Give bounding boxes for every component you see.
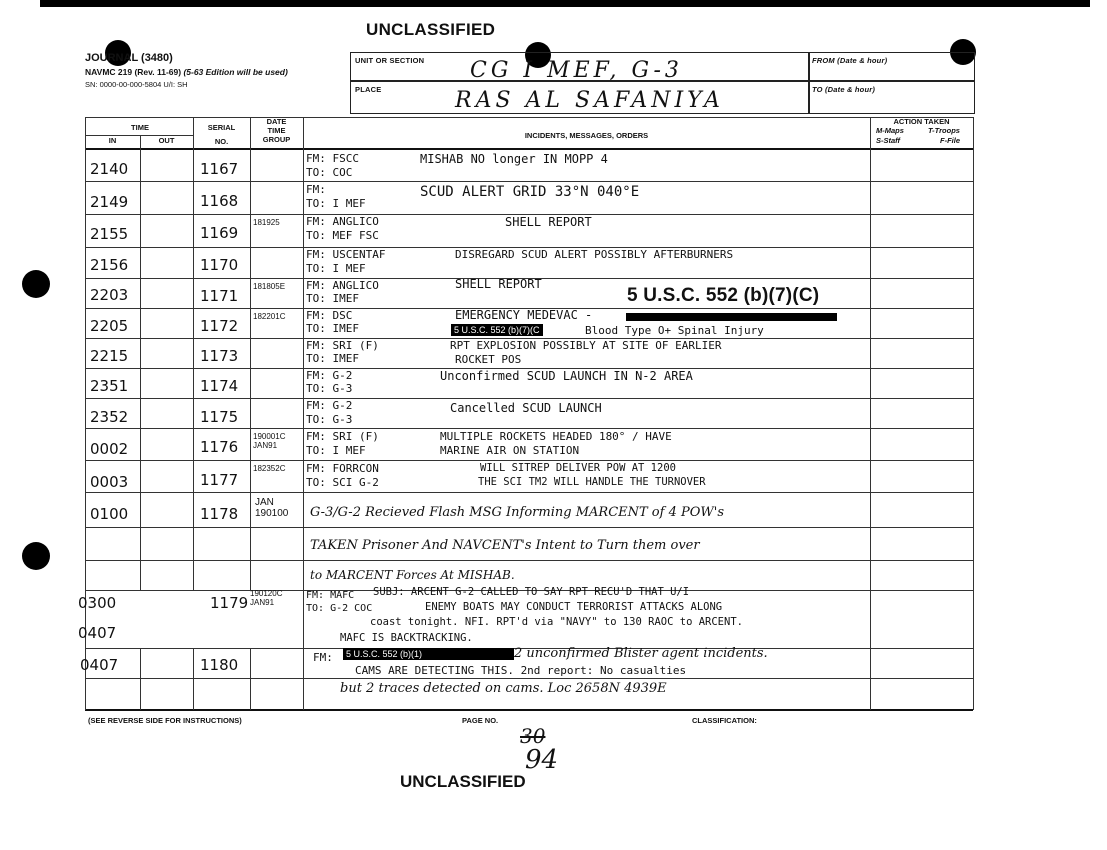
table-bottom-rule [85, 709, 973, 711]
entry-time: 0003 [90, 473, 129, 491]
entry-time: 2156 [90, 256, 129, 274]
col-rule [193, 117, 194, 591]
form-navmc: NAVMC 219 (Rev. 11-69) [85, 67, 182, 77]
entry-serial: 1168 [200, 192, 239, 210]
entry-time: 0002 [90, 440, 129, 458]
entry-time: 2140 [90, 160, 129, 178]
col-header-action-maps: M-Maps [876, 126, 904, 135]
entry-from: FM: SRI (F) [306, 339, 379, 352]
footer-page-value-2: 94 [525, 745, 559, 775]
entry-message: SHELL REPORT [455, 277, 542, 291]
entry-message-2: MARINE AIR ON STATION [440, 444, 580, 457]
entry-line-1: 2 unconfirmed Blister agent incidents. [514, 646, 768, 661]
entry-dtg: 190001C JAN91 [253, 432, 286, 450]
entry-line-1: G-3/G-2 Recieved Flash MSG Informing MARCENT of 4 POW's [310, 505, 724, 520]
entry-time: 0100 [90, 505, 129, 523]
entry-line-2: CAMS ARE DETECTING THIS. 2nd report: No casualties [355, 664, 687, 677]
entry-line-4: MAFC IS BACKTRACKING. [340, 632, 473, 644]
col-rule [303, 117, 304, 710]
row-rule [85, 398, 973, 399]
entry-serial: 1170 [200, 256, 239, 274]
unit-label: UNIT OR SECTION [355, 56, 425, 65]
row-rule [85, 527, 973, 528]
col-header-dtg-2: TIME [267, 126, 286, 135]
entry-time: 0300 [78, 594, 117, 612]
footer-page-value: 30 [520, 724, 546, 748]
entry-to: TO: SCI G-2 [306, 476, 379, 489]
entry-to: TO: G-2 COC [306, 603, 373, 614]
entry-to: TO: IMEF [306, 292, 359, 305]
col-header-serial: SERIAL [207, 123, 236, 132]
entry-dtg: 181925 [253, 218, 280, 227]
col-rule [140, 135, 141, 591]
entry-from: FM: FORRCON [306, 462, 379, 475]
col-rule [140, 648, 141, 710]
col-header-dtg-1: DATE [266, 117, 287, 126]
entry-dtg: 182201C [253, 312, 286, 321]
entry-time: 2352 [90, 408, 129, 426]
entry-to: TO: G-3 [306, 413, 353, 426]
entry-line-3: coast tonight. NFI. RPT'd via "NAVY" to 130 RAOC to ARCENT. [370, 616, 743, 628]
entry-time: 2203 [90, 286, 129, 304]
col-header-action-troops: T-Troops [928, 126, 960, 135]
redaction-bar: 5 U.S.C. 552 (b)(1) [343, 648, 514, 660]
entry-message: MISHAB NO longer IN MOPP 4 [420, 152, 608, 166]
classification-top: UNCLASSIFIED [366, 20, 496, 39]
col-header-action: ACTION TAKEN [893, 117, 950, 126]
footer-classification-label: CLASSIFICATION: [692, 716, 757, 725]
unit-value: CG I MEF, G-3 [470, 58, 683, 83]
row-rule [85, 460, 973, 461]
entry-from: FM: G-2 [306, 399, 353, 412]
entry-serial: 1167 [200, 160, 239, 178]
form-title: JOURNAL (3480) [85, 52, 173, 64]
entry-to: TO: I MEF [306, 197, 366, 210]
place-value: RAS AL SAFANIYA [455, 88, 724, 113]
entry-from: FM: USCENTAF [306, 248, 386, 261]
entry-line-3: but 2 traces detected on cams. Loc 2658N 4939E [340, 681, 667, 696]
entry-from: FM: [313, 651, 333, 664]
redaction-bar [626, 313, 837, 321]
entry-serial: 1178 [200, 505, 239, 523]
header-bottom-rule [85, 148, 973, 150]
row-rule [85, 560, 973, 561]
col-header-serial-no: NO. [214, 137, 229, 146]
entry-to: TO: IMEF [306, 322, 359, 335]
entry-from: FM: G-2 [306, 369, 353, 382]
entry-time: 0407 [80, 656, 119, 674]
form-edition: (5-63 Edition will be used) [183, 67, 288, 77]
entry-line-2: TAKEN Prisoner And NAVCENT's Intent to Turn them over [310, 538, 700, 553]
entry-serial: 1180 [200, 656, 239, 674]
entry-message-2: THE SCI TM2 WILL HANDLE THE TURNOVER [478, 476, 706, 488]
entry-from: FM: [306, 183, 326, 196]
col-rule [973, 117, 974, 710]
entry-message: DISREGARD SCUD ALERT POSSIBLY AFTERBURNERS [455, 248, 734, 261]
entry-dtg: JAN 190100 [255, 497, 289, 519]
col-rule [193, 648, 194, 710]
entry-message-2: ROCKET POS [455, 353, 522, 366]
entry-message: EMERGENCY MEDEVAC - [455, 308, 593, 322]
entry-serial: 1175 [200, 408, 239, 426]
row-rule [85, 181, 973, 182]
entry-serial: 1179 [210, 594, 249, 612]
entry-time: 2351 [90, 377, 129, 395]
entry-from: FM: MAFC [306, 590, 355, 601]
entry-serial: 1174 [200, 377, 239, 395]
entry-line-2: ENEMY BOATS MAY CONDUCT TERRORIST ATTACKS ALONG [425, 601, 723, 613]
entry-message: Cancelled SCUD LAUNCH [450, 401, 602, 415]
punch-hole [22, 542, 50, 570]
entry-line-1: SUBJ: ARCENT G-2 CALLED TO SAY RPT RECU'D THAT U/I [373, 586, 690, 598]
entry-from: FM: SRI (F) [306, 430, 379, 443]
entry-message: MULTIPLE ROCKETS HEADED 180° / HAVE [440, 430, 672, 443]
entry-message: RPT EXPLOSION POSSIBLY AT SITE OF EARLIER [450, 339, 722, 352]
entry-to: TO: I MEF [306, 444, 366, 457]
entry-to: TO: MEF FSC [306, 229, 379, 242]
entry-from: FM: DSC [306, 309, 353, 322]
entry-dtg: 181805E [253, 282, 286, 291]
row-rule [85, 428, 973, 429]
redaction-bar: 5 U.S.C. 552 (b)(7)(C [451, 324, 543, 336]
entry-serial: 1171 [200, 287, 239, 305]
entry-message: Unconfirmed SCUD LAUNCH IN N-2 AREA [440, 369, 693, 383]
entry-message-2: Blood Type O+ Spinal Injury [585, 324, 764, 337]
punch-hole [22, 270, 50, 298]
col-header-in: IN [108, 136, 117, 145]
to-label: TO (Date & hour) [812, 85, 876, 94]
top-edge-bar [40, 0, 1090, 7]
col-header-dtg-3: GROUP [262, 135, 291, 144]
col-header-time: TIME [131, 123, 149, 132]
place-label: PLACE [355, 85, 382, 94]
entry-time: 2155 [90, 225, 129, 243]
row-rule [85, 678, 973, 679]
col-header-action-staff: S-Staff [876, 136, 901, 145]
footer-page-label: PAGE NO. [462, 716, 499, 725]
col-rule [870, 117, 871, 710]
footer-instructions: (SEE REVERSE SIDE FOR INSTRUCTIONS) [88, 716, 242, 725]
form-stock-number: SN: 0000-00-000-5804 U/I: SH [85, 80, 188, 89]
entry-serial: 1173 [200, 347, 239, 365]
classification-bottom: UNCLASSIFIED [400, 772, 526, 791]
entry-serial: 1177 [200, 471, 239, 489]
foia-exemption-label: 5 U.S.C. 552 (b)(7)(C) [627, 285, 820, 306]
entry-to: TO: COC [306, 166, 353, 179]
entry-from: FM: ANGLICO [306, 279, 379, 292]
col-rule [85, 117, 86, 710]
entry-time: 2215 [90, 347, 129, 365]
entry-message: WILL SITREP DELIVER POW AT 1200 [480, 462, 676, 474]
entry-to: TO: IMEF [306, 352, 359, 365]
entry-message: SHELL REPORT [505, 215, 592, 229]
entry-message: SCUD ALERT GRID 33°N 040°E [420, 184, 640, 200]
entry-to: TO: I MEF [306, 262, 366, 275]
col-header-incidents: INCIDENTS, MESSAGES, ORDERS [524, 131, 649, 140]
entry-line-3: to MARCENT Forces At MISHAB. [310, 568, 515, 582]
col-rule [250, 648, 251, 710]
entry-to: TO: G-3 [306, 382, 353, 395]
from-label: FROM (Date & hour) [812, 56, 888, 65]
entry-time-2: 0407 [78, 624, 117, 642]
col-header-action-file: F-File [940, 136, 960, 145]
row-rule [85, 492, 973, 493]
entry-time: 2205 [90, 317, 129, 335]
col-header-out: OUT [158, 136, 175, 145]
entry-dtg: 190120C JAN91 [250, 589, 283, 607]
entry-time: 2149 [90, 193, 129, 211]
entry-dtg: 182352C [253, 464, 286, 473]
entry-from: FM: ANGLICO [306, 215, 379, 228]
time-subrule [85, 135, 193, 136]
table-top-rule [85, 117, 973, 118]
form-number [85, 67, 288, 77]
entry-serial: 1169 [200, 224, 239, 242]
entry-from: FM: FSCC [306, 152, 359, 165]
col-rule [250, 117, 251, 591]
entry-serial: 1172 [200, 317, 239, 335]
entry-serial: 1176 [200, 438, 239, 456]
